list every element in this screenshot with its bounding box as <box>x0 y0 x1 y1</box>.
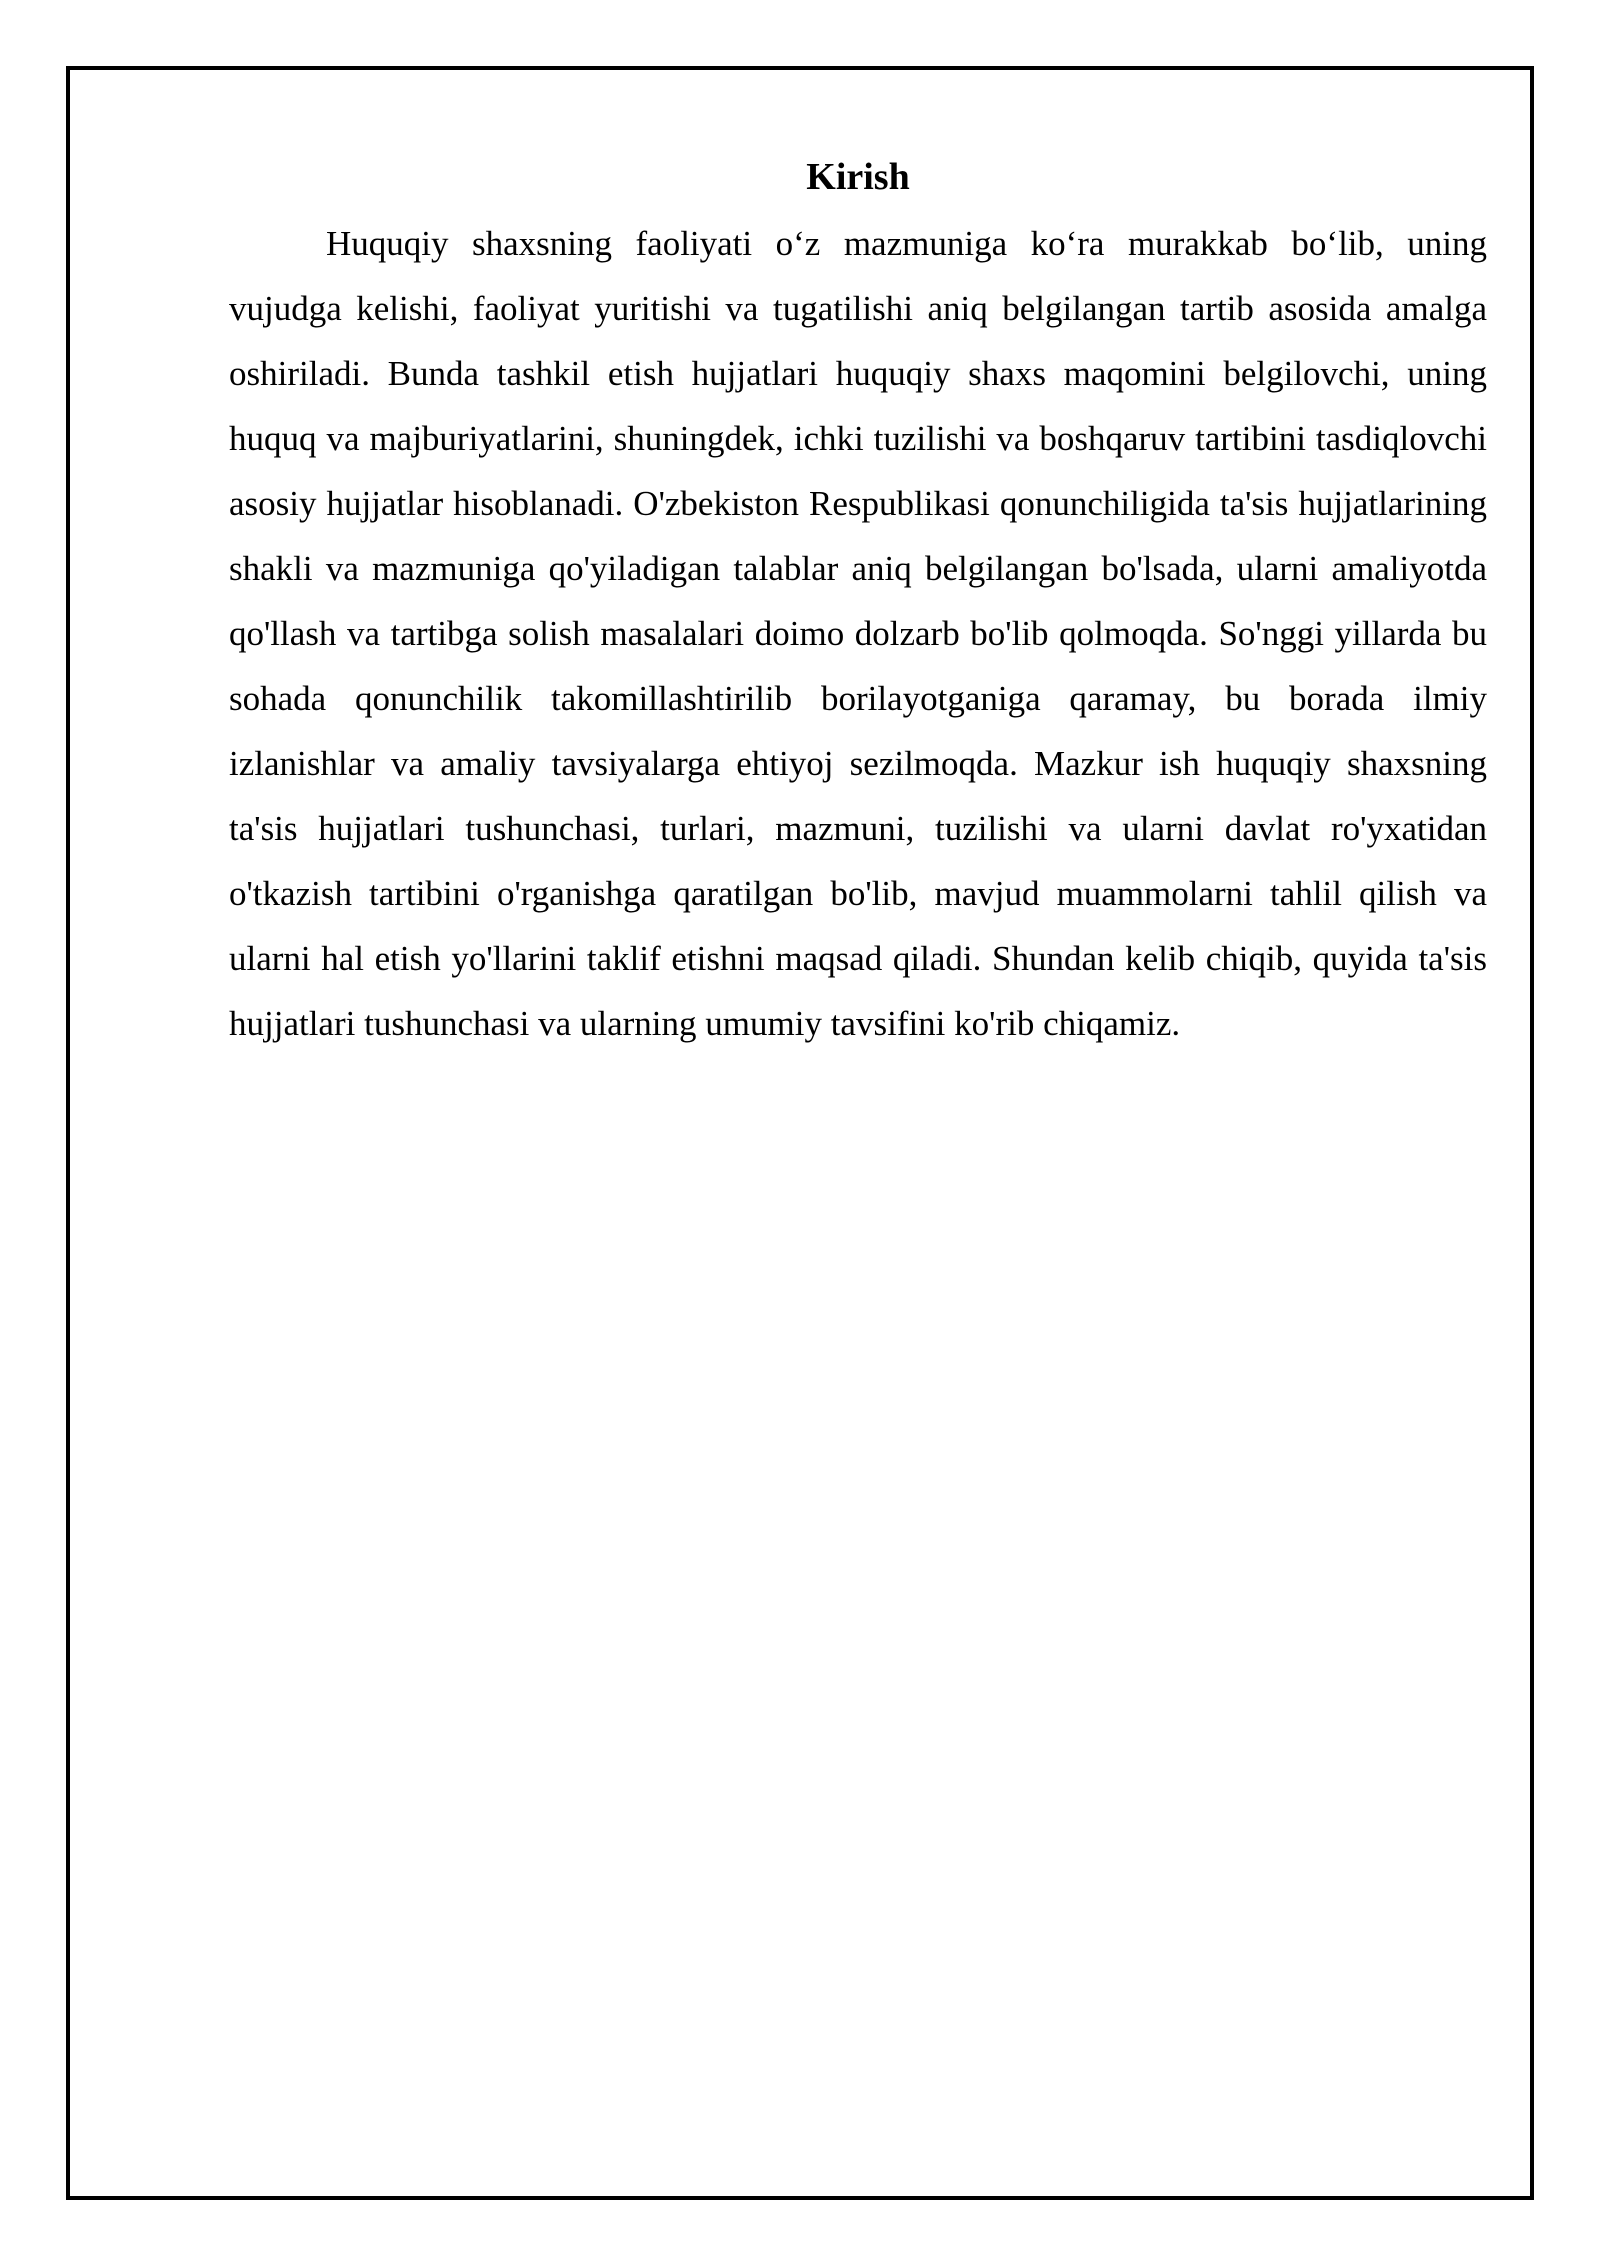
document-body <box>229 152 1487 1056</box>
body-paragraph: Huquqiy shaxsning faoliyati o‘z mazmuniga ko‘ra murakkab bo‘lib, uning vujudga kelishi, faoliyat yuritishi va tugatilishi aniq belgilangan tartib asosida amalga oshiriladi. Bunda tashkil etish hujjatlari huquqiy shaxs maqomini belgilovchi, uning huquq va majburiyatlarini, shuningdek, ichki tuzilishi va boshqaruv tartibini tasdiqlovchi asosiy hujjatlar hisoblanadi. O'zbekiston Respublikasi qonunchiligida ta'sis hujjatlarining shakli va mazmuniga qo'yiladigan talablar aniq belgilangan bo'lsada, ularni amaliyotda qo'llash va tartibga solish masalalari doimo dolzarb bo'lib qolmoqda. So'nggi yillarda bu sohada qonunchilik takomillashtirilib borilayotganiga qaramay, bu borada ilmiy izlanishlar va amaliy tavsiyalarga ehtiyoj sezilmoqda. Mazkur ish huquqiy shaxsning ta'sis hujjatlari tushunchasi, turlari, mazmuni, tuzilishi va ularni davlat ro'yxatidan o'tkazish tartibini o'rganishga qaratilgan bo'lib, mavjud muammolarni tahlil qilish va ularni hal etish yo'llarini taklif etishni maqsad qiladi. Shundan kelib chiqib, quyida ta'sis hujjatlari tushunchasi va ularning umumiy tavsifini ko'rib chiqamiz. <box>229 224 1487 1043</box>
document-title: Kirish <box>806 156 910 198</box>
